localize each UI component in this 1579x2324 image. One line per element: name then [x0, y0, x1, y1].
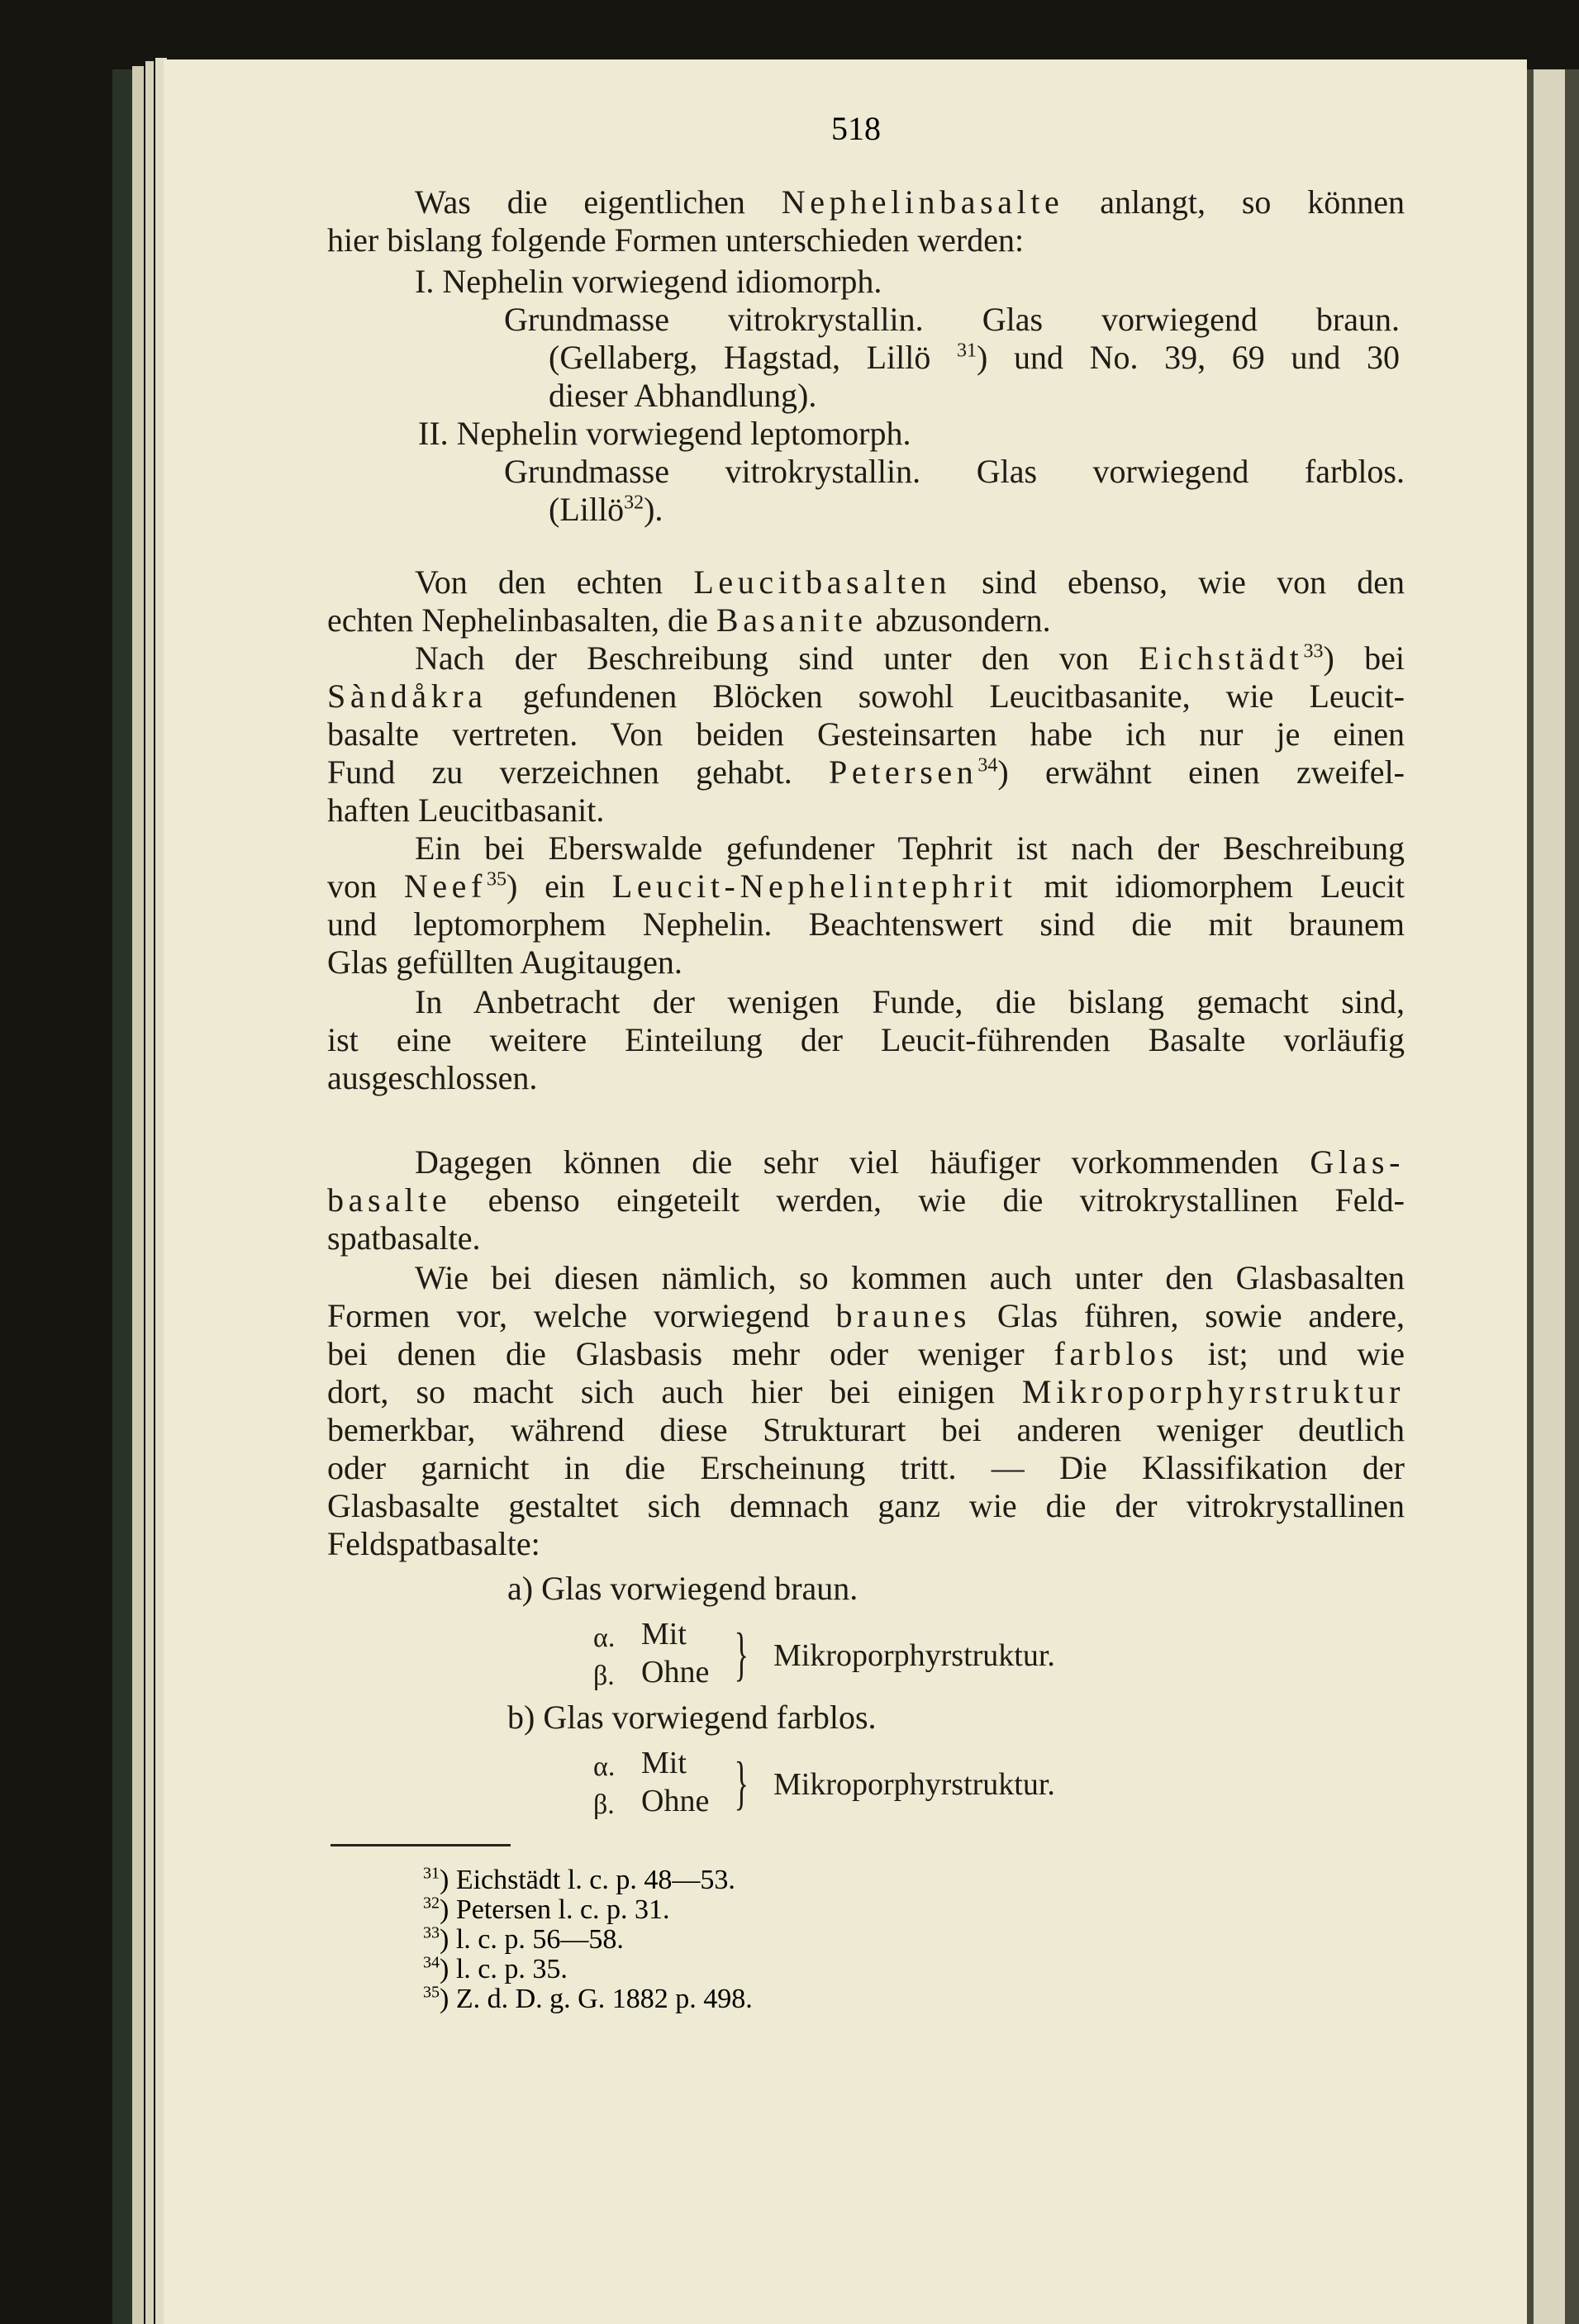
- text-run: anlangt, so können: [1063, 183, 1405, 221]
- mit-label: Mit: [641, 1746, 687, 1780]
- text-run: b) Glas vorwiegend farblos.: [507, 1699, 877, 1736]
- spaced-emphasis: Basanite: [716, 601, 868, 639]
- text-run: ist eine weitere Einteilung der Leucit-führenden Basalte vorläufig: [327, 1021, 1405, 1058]
- text-run: ).: [644, 491, 663, 528]
- text-line: [327, 221, 1170, 259]
- text-run: Dagegen können die sehr viel häufiger vorkommenden: [415, 1143, 1310, 1181]
- spaced-emphasis: Mikroporphyrstruktur: [1021, 1373, 1405, 1410]
- text-line: [504, 301, 1400, 338]
- text-run: abzusondern.: [867, 601, 1051, 639]
- brace-b: }: [734, 1750, 749, 1816]
- mikroporphyrstruktur-label-b: Mikroporphyrstruktur.: [773, 1767, 1055, 1802]
- spaced-emphasis: Leucitbasalten: [693, 563, 951, 601]
- ohne-label: Ohne: [641, 1784, 710, 1818]
- text-run: dort, so macht sich auch hier bei einigen: [327, 1373, 1022, 1410]
- text-line: [327, 1297, 1405, 1334]
- text-run: bei denen die Glasbasis mehr oder weniger: [327, 1335, 1054, 1372]
- text-line: [415, 1259, 1405, 1296]
- text-run: und leptomorphem Nephelin. Beachtenswert sind die mit braunem: [327, 905, 1405, 943]
- footnote-number: 35: [423, 1983, 440, 2002]
- footnote: [423, 1925, 624, 1955]
- text-run: gefundenen Blöcken sowohl Leucitbasanite, wie Leucit-: [487, 677, 1405, 715]
- spaced-emphasis: Glas-: [1310, 1143, 1405, 1181]
- footnote-number: 31: [423, 1864, 440, 1883]
- text-run: haften Leucitbasanit.: [327, 791, 605, 829]
- footnote-text: ) l. c. p. 35.: [440, 1954, 568, 1984]
- footnote-number: 33: [423, 1923, 440, 1942]
- text-run: Von den echten: [415, 563, 694, 601]
- mikroporphyrstruktur-label-a: Mikroporphyrstruktur.: [773, 1638, 1055, 1673]
- text-run: ) bei: [1323, 639, 1405, 677]
- text-line: [327, 1487, 1405, 1524]
- footnote-ref: 34: [977, 754, 998, 777]
- text-run: bemerkbar, während diese Strukturart bei anderen weniger deutlich: [327, 1411, 1405, 1448]
- page-number: 518: [831, 110, 881, 147]
- text-line: [327, 715, 1405, 753]
- text-run: Formen vor, welche vorwiegend: [327, 1297, 836, 1334]
- text-line: [415, 983, 1405, 1020]
- text-line: [327, 1411, 1405, 1448]
- text-run: II. Nephelin vorwiegend leptomorph.: [418, 415, 911, 452]
- spaced-emphasis: Petersen: [829, 753, 978, 791]
- text-run: oder garnicht in die Erscheinung tritt. — Die Klassifikation der: [327, 1449, 1405, 1486]
- footnote-text: ) Z. d. D. g. G. 1882 p. 498.: [440, 1984, 753, 2014]
- text-run: ist; und wie: [1177, 1335, 1405, 1372]
- footnote: [423, 1865, 735, 1895]
- text-line: [327, 867, 1405, 905]
- text-run: I. Nephelin vorwiegend idiomorph.: [415, 263, 882, 300]
- text-line: [327, 601, 1405, 639]
- text-run: (Gellaberg, Hagstad, Lillö: [549, 339, 958, 376]
- alpha-label: α.: [593, 1751, 616, 1782]
- text-line: [327, 1021, 1405, 1058]
- text-line: [327, 1373, 1405, 1410]
- text-line: [327, 1335, 1405, 1372]
- text-run: Glas gefüllten Augitaugen.: [327, 943, 682, 981]
- text-run: ebenso eingeteilt werden, wie die vitrokrystallinen Feld-: [451, 1181, 1405, 1219]
- text-line: [415, 1143, 1405, 1181]
- text-line: [327, 1181, 1405, 1219]
- text-run: hier bislang folgende Formen unterschieden werden:: [327, 221, 1025, 259]
- footnote-text: ) l. c. p. 56—58.: [440, 1924, 624, 1955]
- spaced-emphasis: braunes: [835, 1297, 972, 1334]
- text-run: ) und No. 39, 69 und 30: [977, 339, 1400, 376]
- text-line: [549, 491, 1579, 528]
- text-run: Grundmasse vitrokrystallin. Glas vorwiegend braun.: [504, 301, 1400, 338]
- text-run: basalte vertreten. Von beiden Gesteinsarten habe ich nur je einen: [327, 715, 1405, 753]
- text-line: [327, 791, 1405, 829]
- text-run: Grundmasse vitrokrystallin. Glas vorwiegend farblos.: [504, 453, 1405, 490]
- text-run: Nach der Beschreibung sind unter den von: [415, 639, 1139, 677]
- text-run: Feldspatbasalte:: [327, 1525, 540, 1562]
- footnote-ref: 33: [1303, 640, 1324, 663]
- spaced-emphasis: farblos: [1053, 1335, 1178, 1372]
- text-run: Ein bei Eberswalde gefundener Tephrit ist nach der Beschreibung: [415, 829, 1405, 867]
- text-line: [418, 415, 1496, 452]
- text-line: [327, 753, 1405, 791]
- text-run: Glasbasalte gestaltet sich demnach ganz wie die der vitrokrystallinen: [327, 1487, 1405, 1524]
- footnote-text: ) Petersen l. c. p. 31.: [440, 1894, 670, 1925]
- beta-label: β.: [593, 1661, 615, 1691]
- text-line: [327, 1219, 1405, 1257]
- text-line: [415, 183, 1405, 221]
- footnote-rule: [331, 1844, 511, 1846]
- text-run: ) erwähnt einen zweifel-: [997, 753, 1405, 791]
- spaced-emphasis: Leucit-Nephelintephrit: [611, 867, 1017, 905]
- footnote: [423, 1895, 670, 1925]
- footnote: [423, 1955, 568, 1984]
- spaced-emphasis: Sàndåkra: [327, 677, 487, 715]
- text-line: [327, 1059, 1405, 1096]
- text-line: [507, 1570, 1579, 1607]
- ohne-label: Ohne: [641, 1655, 710, 1690]
- footnote: [423, 1984, 753, 2014]
- text-run: Wie bei diesen nämlich, so kommen auch unter den Glasbasalten: [415, 1259, 1405, 1296]
- text-line: [549, 339, 1400, 376]
- text-run: von: [327, 867, 404, 905]
- spaced-emphasis: basalte: [327, 1181, 452, 1219]
- footnote-ref: 32: [624, 492, 644, 514]
- footnote-ref: 31: [957, 340, 977, 362]
- text-line: [415, 563, 1405, 601]
- text-line: [504, 453, 1405, 490]
- text-run: echten Nephelinbasalten, die: [327, 601, 716, 639]
- text-line: [327, 1525, 1405, 1562]
- text-line: [327, 943, 1405, 981]
- text-line: [327, 905, 1405, 943]
- text-run: mit idiomorphem Leucit: [1016, 867, 1405, 905]
- alpha-label: α.: [593, 1623, 616, 1653]
- footnote-number: 34: [423, 1953, 440, 1972]
- text-run: Was die eigentlichen: [415, 183, 782, 221]
- brace-a: }: [734, 1621, 749, 1687]
- text-line: [415, 829, 1405, 867]
- text-run: sind ebenso, wie von den: [950, 563, 1405, 601]
- text-run: Fund zu verzeichnen gehabt.: [327, 753, 830, 791]
- text-run: ausgeschlossen.: [327, 1059, 538, 1096]
- text-run: spatbasalte.: [327, 1219, 481, 1257]
- text-line: [327, 1449, 1405, 1486]
- text-line: [549, 377, 1579, 414]
- footnote-text: ) Eichstädt l. c. p. 48—53.: [440, 1865, 735, 1895]
- beta-label: β.: [593, 1789, 615, 1820]
- footnote-number: 32: [423, 1894, 440, 1913]
- text-run: ) ein: [506, 867, 612, 905]
- text-line: [327, 677, 1405, 715]
- text-line: [415, 263, 1492, 300]
- spaced-emphasis: Nephelinbasalte: [781, 183, 1064, 221]
- text-run: (Lillö: [549, 491, 625, 528]
- text-line: [507, 1699, 1579, 1736]
- mit-label: Mit: [641, 1617, 687, 1652]
- spaced-emphasis: Eichstädt: [1139, 639, 1304, 677]
- text-run: In Anbetracht der wenigen Funde, die bislang gemacht sind,: [415, 983, 1405, 1020]
- text-run: dieser Abhandlung).: [549, 377, 817, 414]
- text-line: [415, 639, 1405, 677]
- text-run: a) Glas vorwiegend braun.: [507, 1570, 858, 1607]
- text-run: Glas führen, sowie andere,: [971, 1297, 1405, 1334]
- spaced-emphasis: Neef: [403, 867, 487, 905]
- footnote-ref: 35: [486, 868, 507, 891]
